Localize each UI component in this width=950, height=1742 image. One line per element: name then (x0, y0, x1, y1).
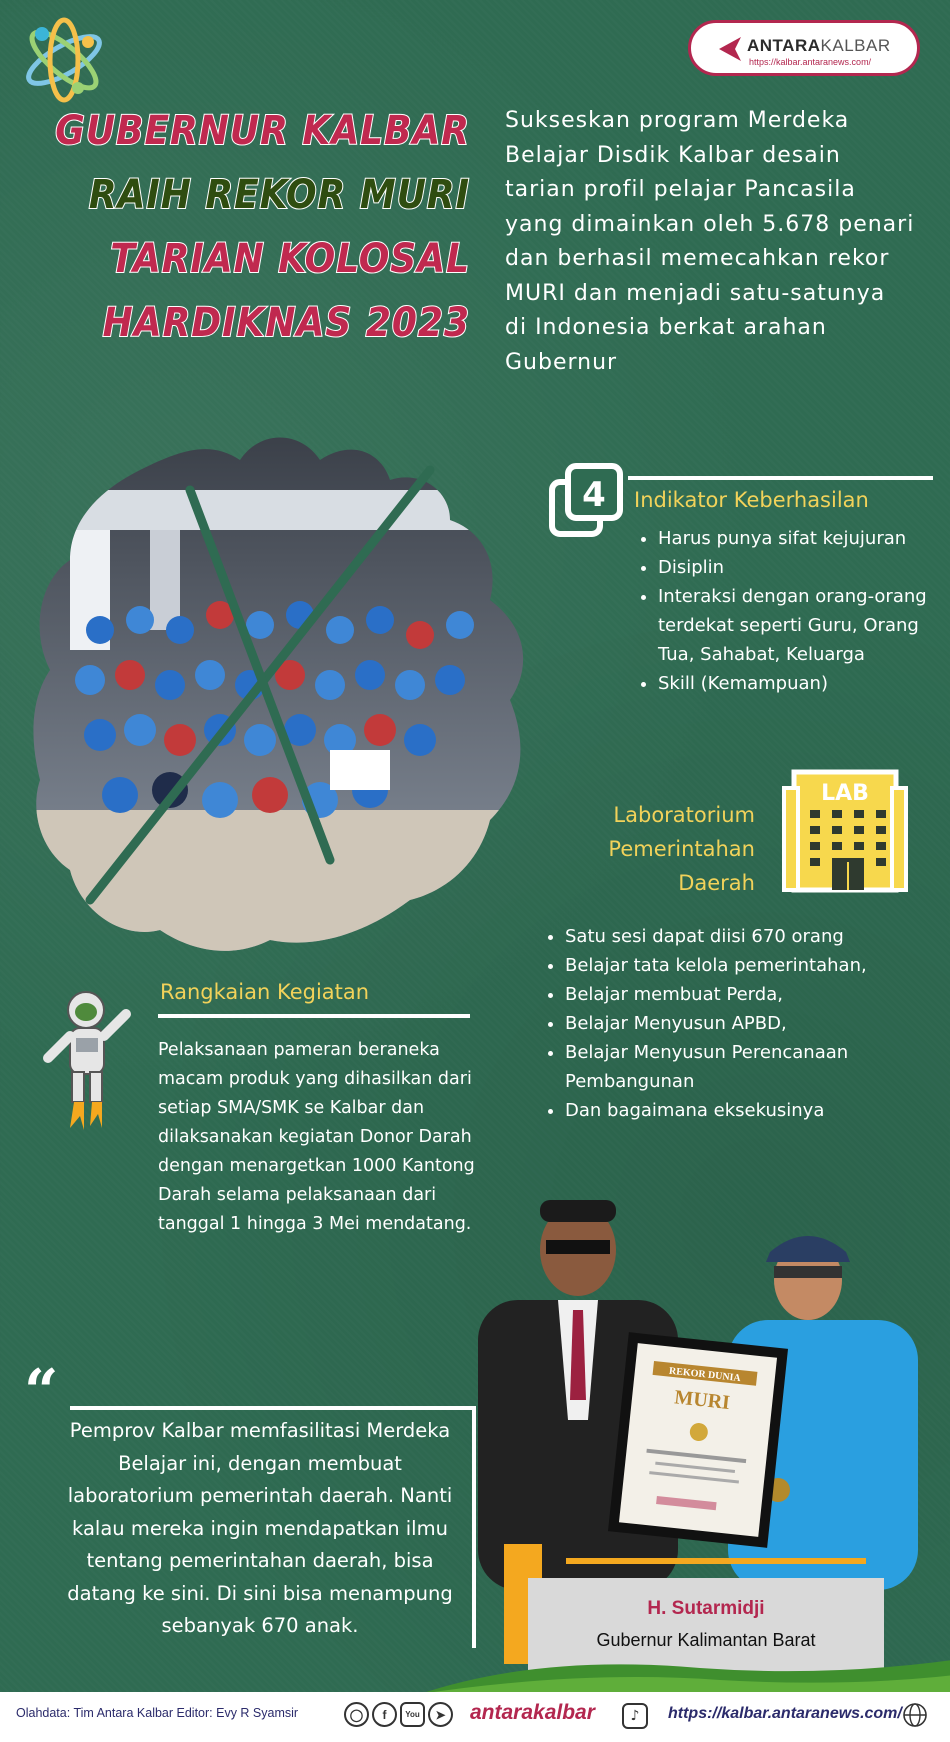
group-photo (30, 430, 540, 960)
svg-text:REKOR DUNIA: REKOR DUNIA (668, 1365, 742, 1385)
quote-border-top (70, 1406, 474, 1410)
lab-building-icon (780, 762, 910, 894)
indicator-title: Indikator Keberhasilan (634, 488, 869, 512)
tiktok-icon[interactable]: ♪ (622, 1703, 648, 1729)
number-four-icon (548, 462, 624, 538)
lab-title: Laboratorium Pemerintahan Daerah (608, 803, 755, 895)
list-item: • Satu sesi dapat diisi 670 orang (565, 922, 945, 951)
instagram-icon[interactable]: ◯ (344, 1702, 369, 1727)
antara-logo-icon (16, 12, 112, 108)
quote-border-side (472, 1406, 476, 1648)
list-item: • Skill (Kemampuan) (658, 669, 950, 698)
indicator-count: 4 (582, 475, 606, 515)
quote-mark-icon: “ (24, 1357, 59, 1427)
speaker-role: Gubernur Kalimantan Barat (596, 1630, 816, 1650)
social-icons (344, 1702, 453, 1727)
rangkaian-divider (158, 1014, 470, 1018)
intro-text: Sukseskan program Merdeka Belajar Disdik Kalbar desain tarian profil pelajar Pancasila yang dimainkan oleh 5.678 penari dan berhasil memecahkan rekor MURI dan menjadi satu-satunya di Indonesia berkat arahan Gubernur (505, 108, 915, 375)
list-item: • Belajar Menyusun APBD, (565, 1009, 945, 1038)
list-item: • Disiplin (658, 553, 950, 582)
list-item: • Belajar membuat Perda, (565, 980, 945, 1009)
brand-name: ANTARAKALBAR (747, 36, 891, 55)
name-accent-line (566, 1558, 866, 1564)
brand-url: https://kalbar.antaranews.com/ (749, 57, 872, 67)
grass-decoration (420, 1650, 950, 1694)
title-line-3: TARIAN KOLOSAL (110, 236, 470, 282)
svg-text:LAB: LAB (821, 781, 869, 806)
twitter-icon[interactable]: ➤ (428, 1702, 453, 1727)
youtube-icon[interactable]: You (400, 1702, 425, 1727)
footer-credit: Olahdata: Tim Antara Kalbar Editor: Evy R Syamsir (16, 1706, 299, 1720)
astronaut-icon (40, 980, 140, 1140)
list-item: • Interaksi dengan orang-orang terdekat seperti Guru, Orang Tua, Sahabat, Keluarga (658, 582, 950, 669)
indicator-list (640, 524, 950, 698)
governor-photo (478, 1170, 918, 1590)
brand-badge[interactable] (688, 20, 920, 76)
list-item: • Belajar Menyusun Perencanaan Pembangunan (565, 1038, 945, 1096)
globe-icon[interactable] (902, 1702, 928, 1728)
title-line-1: GUBERNUR KALBAR (55, 108, 470, 154)
svg-text:MURI: MURI (673, 1386, 731, 1415)
lab-list (547, 922, 945, 1125)
quote-text: Pemprov Kalbar memfasilitasi Merdeka Belajar ini, dengan membuat laboratorium pemerintah daerah. Nanti kalau mereka ingin mendapatkan ilmu tentang pemerintahan daerah, bisa datang ke sini. Di sini bisa menampung sebanyak 670 anak. (67, 1419, 453, 1637)
footer-handle[interactable]: antarakalbar (470, 1701, 595, 1724)
list-item: • Harus punya sifat kejujuran (658, 524, 950, 553)
facebook-icon[interactable]: f (372, 1702, 397, 1727)
title-line-2: RAIH REKOR MURI (88, 172, 470, 218)
rangkaian-title: Rangkaian Kegiatan (160, 980, 370, 1004)
speaker-name: H. Sutarmidji (647, 1598, 765, 1619)
indicator-divider (628, 476, 933, 480)
footer-url[interactable]: https://kalbar.antaranews.com/ (668, 1705, 902, 1722)
antara-mark-icon (717, 35, 743, 63)
list-item: • Dan bagaimana eksekusinya (565, 1096, 945, 1125)
title-line-4: HARDIKNAS 2023 (102, 300, 470, 346)
list-item: • Belajar tata kelola pemerintahan, (565, 951, 945, 980)
rangkaian-text: Pelaksanaan pameran beraneka macam produk yang dihasilkan dari setiap SMA/SMK se Kalbar dan dilaksanakan kegiatan Donor Darah dengan menargetkan 1000 Kantong Darah selama pelaksanaan dari tanggal 1 hingga 3 Mei mendatang. (158, 1040, 475, 1234)
